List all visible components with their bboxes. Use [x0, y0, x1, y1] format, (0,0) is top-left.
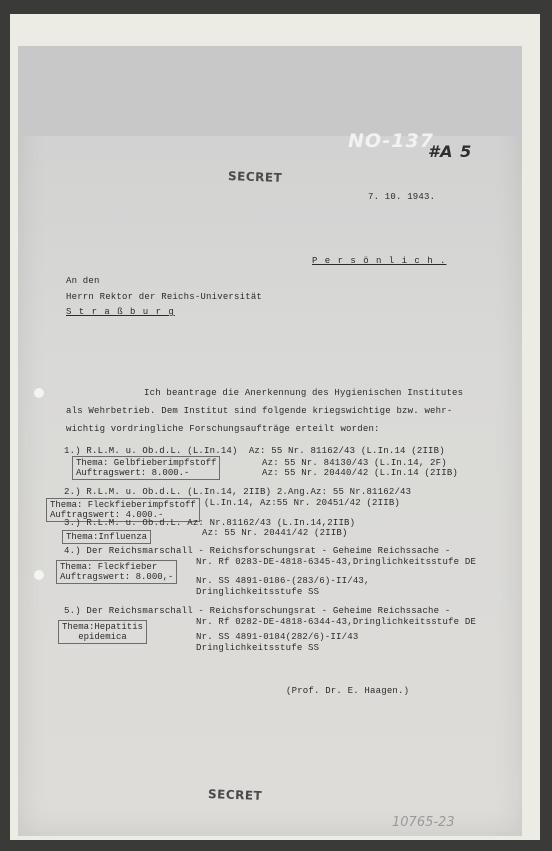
handwritten-doc-number: NO-137 [348, 130, 434, 152]
item-5-topic-box: Thema:Hepatitis epidemica [58, 620, 147, 644]
paper-blemish [34, 388, 44, 398]
handwritten-reference: #A 5 [428, 142, 473, 161]
item-4-line-2: Nr. Rf 0283-DE-4818-6345-43,Dringlichkeitsstufe DE [196, 557, 477, 567]
item-1-line-1: 1.) R.L.M. u. Ob.d.L. (L.In.14) Az: 55 Nr. 81162/43 (L.In.14 (2IIB) [64, 446, 445, 456]
body-line-1: Ich beantrage die Anerkennung des Hygienischen Institutes [144, 388, 464, 398]
item-4-line-3: Nr. SS 4891-0186-(283/6)-II/43, [196, 576, 370, 586]
item-3-line-1: 3.) R.L.M. u. Ob.d.L. Az: Nr.81162/43 (L.In.14,2IIB) [64, 518, 356, 528]
secret-stamp-top: SECRET [227, 169, 283, 185]
item-5-line-4: Dringlichkeitsstufe SS [196, 643, 320, 653]
item-1-line-3: Az: 55 Nr. 20440/42 (L.In.14 (2IIB) [262, 468, 459, 478]
signature: (Prof. Dr. E. Haagen.) [286, 686, 410, 696]
item-4-line-1: 4.) Der Reichsmarschall - Reichsforschungsrat - Geheime Reichssache - [64, 546, 451, 556]
item-3-line-2: Az: 55 Nr. 20441/42 (2IIB) [202, 528, 348, 538]
item-5-line-3: Nr. SS 4891-0184(282/6)-II/43 [196, 632, 359, 642]
item-3-topic-box: Thema:Influenza [62, 530, 151, 544]
letter-date: 7. 10. 1943. [368, 192, 436, 202]
document-photocopy [18, 46, 522, 836]
item-4-line-4: Dringlichkeitsstufe SS [196, 587, 320, 597]
address-line-1: An den [66, 276, 100, 286]
copy-edge-band [18, 46, 522, 136]
item-2-line-1: 2.) R.L.M. u. Ob.d.L. (L.In.14, 2IIB) 2.Ang.Az: 55 Nr.81162/43 [64, 487, 412, 497]
body-line-3: wichtig vordringliche Forschungsaufträge erteilt worden: [66, 424, 380, 434]
item-2-topic-box: Thema: Fleckfieberimpfstoff Auftragswert: 4.000.- [46, 498, 200, 522]
address-city: S t r a ß b u r g [66, 307, 175, 317]
item-1-topic-box: Thema: Gelbfieberimpfstoff Auftragswert: 8.000.- [72, 456, 220, 480]
paper-blemish [34, 570, 44, 580]
item-5-line-1: 5.) Der Reichsmarschall - Reichsforschungsrat - Geheime Reichssache - [64, 606, 451, 616]
body-line-2: als Wehrbetrieb. Dem Institut sind folgende kriegswichtige bzw. wehr- [66, 406, 453, 416]
item-1-line-2: Az: 55 Nr. 84130/43 (L.In.14, 2F) [262, 458, 447, 468]
address-line-2: Herrn Rektor der Reichs-Universität [66, 292, 263, 302]
archive-number: 10765-23 [392, 815, 455, 830]
secret-stamp-bottom: SECRET [207, 787, 263, 803]
item-5-line-2: Nr. Rf 0282-DE-4818-6344-43,Dringlichkeitsstufe DE [196, 617, 477, 627]
item-4-topic-box: Thema: Fleckfieber Auftragswert: 8.000,- [56, 560, 177, 584]
personal-heading: P e r s ö n l i c h . [312, 256, 447, 266]
item-2-line-2: (L.In.14, Az:55 Nr. 20451/42 (2IIB) [204, 498, 401, 508]
